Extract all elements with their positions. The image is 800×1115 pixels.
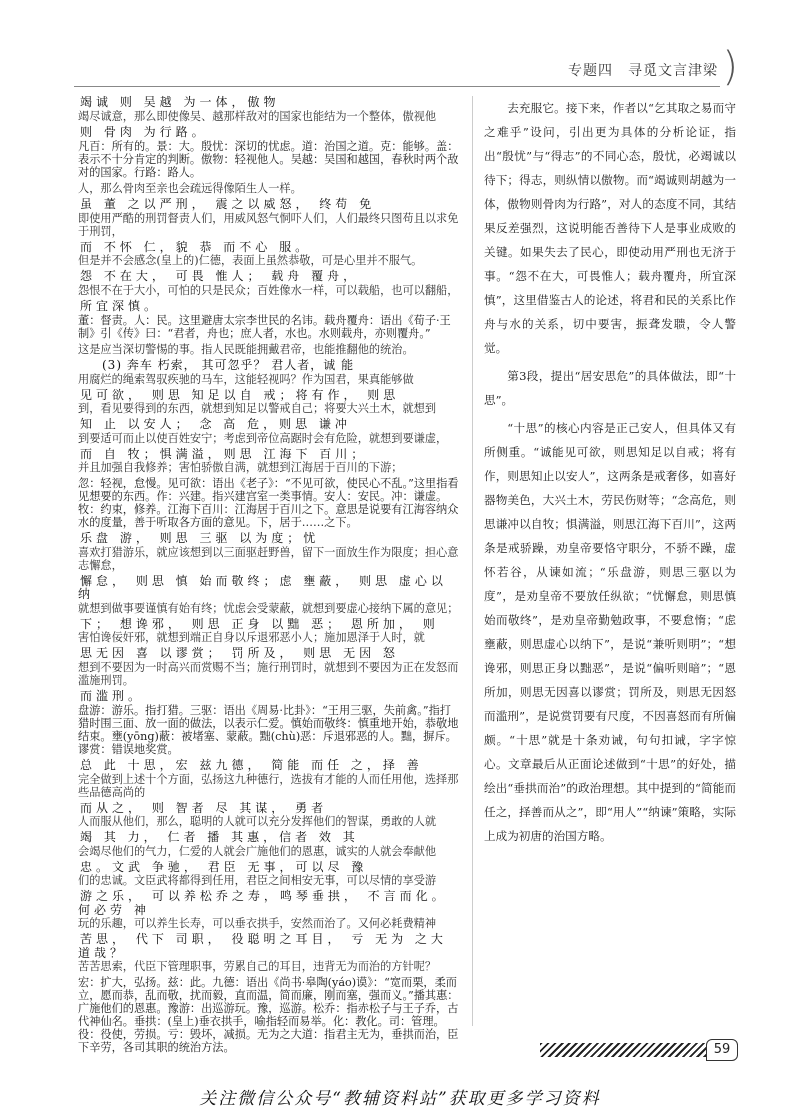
original-text-line: 游之乐， 可以养松乔之寿，鸣琴垂拱， 不言而化。 何必劳 神 [78, 889, 448, 917]
annotation-note: 宏：扩大，弘扬。兹：此。九德：语出《尚书·皋陶(yáo)谟》：“宽而栗，柔而立，愿而恭，乱而敬，扰而毅，直而温，简而廉，刚而塞，强而义。”播其惠：广施他们的恩惠。豫游：出巡游玩。豫，巡游。松乔：指赤松子与王子乔，古代神仙名。垂拱：(皇上)垂衣拱手，喻指轻而易举。化：教化。司：管理。役：役使，劳损。亏：毁坏，减损。无为之大道：指君主无为，垂拱而治，臣下辛劳，各司其职的统治方法。 [78, 976, 459, 1054]
translation-line: 想到不要因为一时高兴而赏赐不当；施行刑罚时，就想到不要因为正在发怒而滥施刑罚。 [78, 660, 459, 687]
header-title: 专题四 寻觅文言津梁 [568, 63, 718, 79]
original-text-line: 竭诚 则 吴越 为一体，傲物 [80, 95, 280, 109]
original-text-line: 而滥刑。 [80, 688, 145, 703]
translation-line: 这是应当深切警惕的事。指人民既能拥戴君帝，也能推翻他的统治。 [78, 343, 414, 356]
original-text-line: 知 止 以安人； 念 高 危，则思 谦冲 [80, 417, 351, 431]
annotation-note: 凡百：所有的。景：大。殷忧：深切的忧虑。道：治国之道。克：能够。盖：表示不十分肯定的判断。傲物：轻视他人。吴越：吴国和越国，春秋时两个敌对的国家。行路：路人。 [78, 140, 459, 179]
translation-line: 完全做到上述十个方面，弘扬这九种德行，选拔有才能的人而任用他，选择那些品德高尚的 [78, 772, 459, 799]
translation-line: 到要适可而止以使百姓安宁；考虑到帝位高踞时会有危险，就想到要谦虚， [78, 431, 448, 445]
original-text-line: 所宜深慎。 [80, 298, 161, 313]
translation-line: 用腐烂的绳索驾驭疾驰的马车，这能轻视吗？作为国君，果真能够做 [78, 372, 414, 386]
promo-line: 关注微信公众号“教辅资料站”获取更多学习资料 [199, 1089, 601, 1109]
translation-line: 玩的乐趣，可以养生长寿，可以垂衣拱手，安然而治了。又何必耗费精神 [78, 917, 437, 930]
footer-hatch-bar [540, 1043, 706, 1057]
translation-line: 并且加强自我修养；害怕骄傲自满，就想到江海居于百川的下游； [78, 461, 403, 474]
translation-line: 苦苦思索，代臣下管理职事，劳累自己的耳目，违背无为而治的方针呢？ [78, 960, 437, 973]
original-text-line: 而从之， 则 智者 尽 其谋， 勇者 [80, 800, 328, 815]
analysis-paragraph: 第3段，提出“居安思危”的具体做法，即“十思”。 [484, 369, 736, 407]
original-text-line: 而 不怀 仁，貌 恭 而不心 服。 [80, 239, 312, 254]
original-text-line: 懈怠， 则思 慎 始而敬终；虑 壅蔽， 则思 虚心以纳 [78, 573, 447, 601]
original-text-line: 忠。文武 争驰， 君臣 无事，可以尽 豫 [80, 859, 368, 874]
translation-line: 即使用严酷的刑罚督责人们，用威风怒气恫吓人们，人们最终只图苟且以求免于刑罚， [78, 211, 459, 238]
translation-line: 人，那么骨肉至亲也会疏远得像陌生人一样。 [78, 182, 302, 195]
original-text-line: 虽 董 之以严刑， 震之以威怒， 终苟 免 [80, 197, 376, 211]
translation-line: 人而服从他们，那么，聪明的人就可以充分发挥他们的智谋，勇敢的人就 [78, 815, 437, 828]
translation-line: 竭尽诚意，那么即使像吴、越那样敌对的国家也能结为一个整体，傲视他 [78, 109, 437, 123]
column-divider [472, 96, 473, 1026]
page-number: 59 [706, 1039, 738, 1061]
left-column-annotated-text [78, 95, 462, 1054]
annotation-note: 忽：轻视，怠慢。见可欲：语出《老子》：“不见可欲，使民心不乱。”这里指看见想要的东西。作：兴建。指兴建宫室一类事情。安人：安民。冲：谦虚。牧：约束，修养。江海下百川：江海居于百川之下。意思是说要有江海容纳众水的度量，善于听取各方面的意见。下，居于……之下。 [78, 477, 459, 529]
original-text-line: 则 骨肉 为行路。 [80, 124, 208, 139]
translation-line: 们的忠诚。文臣武将都得到任用，君臣之间相安无事，可以尽情的享受游 [78, 874, 437, 887]
translation-line: 会竭尽他们的气力，仁爱的人就会广施他们的恩惠，诚实的人就会奉献他 [78, 844, 437, 858]
running-header [0, 44, 800, 92]
annotation-note: 盘游：游乐。指打猎。三驱：语出《周易·比卦》：“王用三驱，失前禽。”指打猎时围三面、放一面的做法，以表示仁爱。慎始而敬终：慎重地开始，恭敬地结束。壅(yōng)蔽：被堵塞、蒙蔽。黜(chù)恶：斥退邪恶的人。黜，摒斥。谬赏：错误地奖赏。 [78, 704, 459, 756]
original-text-line: 而 自 牧；惧满溢，则思 江海下 百川； [80, 446, 368, 461]
right-column-analysis [484, 96, 736, 1026]
translation-line: 就想到做事要谨慎有始有终；忧虑会受蒙蔽，就想到要虚心接纳下属的意见； [78, 601, 459, 615]
original-text-line: 竭 其 力， 仁者 播 其惠，信者 效 其 [80, 830, 359, 844]
original-text-line: (3) 奔车 朽索， 其可忽乎？ 君人者，诚 能 [102, 358, 355, 372]
translation-line: 喜欢打猎游乐，就应该想到以三面驱赶野兽，留下一面放生作为限度；担心意志懈怠， [78, 545, 459, 572]
header-rule [74, 86, 720, 87]
original-text-line: 总 此 十思，宏 兹九德， 简能 而任 之，择 善 [80, 758, 423, 772]
translation-line: 但是并不会感念(皇上的)仁德，表面上虽然恭敬，可是心里并不服气。 [78, 254, 423, 267]
analysis-paragraph: “十思”的核心内容是正己安人，但具体又有所侧重。“诚能见可欲，则思知足以自戒；将有作，则思知止以安人”，这两条是戒奢侈，如喜好器物美色，大兴土木，劳民伤财等；“念高危，则思谦冲以自牧；惧满溢，则思江海下百川”，这两条是戒骄躁，劝皇帝要恪守职分，不骄不躁，虚怀若谷，从谏如流；“乐盘游，则思三驱以为度”，是劝皇帝不要放任纵欲；“忧懈怠，则思慎始而敬终”，是劝皇帝勤勉政事，不要怠惰；“虑壅蔽，则思虚心以纳下”，是说“兼听则明”；“想谗邪，则思正身以黜恶”，是说“偏听则暗”；“恩所加，则思无因喜以谬赏；罚所及，则思无因怒而滥刑”，是说赏罚要有尺度，不因喜怒而有所偏颇。“十思”就是十条劝诫，句句扣诫，字字惊心。文章最后从正面论述做到“十思”的好处，描绘出“垂拱而治”的政治理想。其中提到的“简能而任之，择善而从之”，即“用人”“纳谏”策略，实际上成为初唐的治国方略。 [484, 421, 736, 843]
original-text-line: 见可欲， 则思 知足以自 戒；将有作， 则思 [80, 387, 400, 402]
original-text-line: 乐盘 游， 则思 三驱 以为度；忧 [80, 531, 320, 545]
annotation-note: 董：督责。人：民。这里避唐太宗李世民的名讳。载舟覆舟：语出《荀子·王制》引《传》曰：“君者，舟也；庶人者，水也。水则载舟，亦则覆舟。” [78, 314, 451, 340]
original-text-line: 怨 不在大， 可畏 惟人； 载舟 覆舟， [80, 269, 360, 283]
original-text-line: 思无因 喜 以谬赏； 罚所及， 则思 无因 怒 [80, 646, 399, 660]
original-text-line: 苦思， 代下 司职， 役聪明之耳目， 亏 无为 之大道哉？ [78, 932, 447, 960]
header-bracket-ornament: ) [722, 44, 738, 90]
translation-line: 怨恨不在于大小，可怕的只是民众；百姓像水一样，可以载船，也可以翻船， [78, 283, 459, 297]
analysis-paragraph: 去充服它。接下来，作者以“乞其取之易而守之难乎”设问，引出更为具体的分析论证，指出“殷忧”与“得志”的不同心态，殷忧，必竭诚以待下；得志，则纵情以傲物。而“竭诚则胡越为一体，傲物则骨肉为行路”，对人的态度不同，其结果反差强烈，这说明能否善待下人是事业成败的关键。如果失去了民心，即使动用严刑也无济于事。“怨不在大，可畏惟人；载舟覆舟，所宜深慎”，这里借鉴古人的论述，将君和民的关系比作舟与水的关系，切中要害，振聋发聩，令人警觉。 [484, 101, 736, 355]
original-text-line: 下； 想谗邪， 则思 正身 以黜 恶； 恩所加， 则 [80, 616, 439, 631]
translation-line: 害怕谗佞奸邪，就想到端正自身以斥退邪恶小人；施加恩泽于人时，就 [78, 631, 425, 644]
translation-line: 到，看见要得到的东西，就想到知足以警戒自己；将要大兴土木，就想到 [78, 402, 437, 415]
